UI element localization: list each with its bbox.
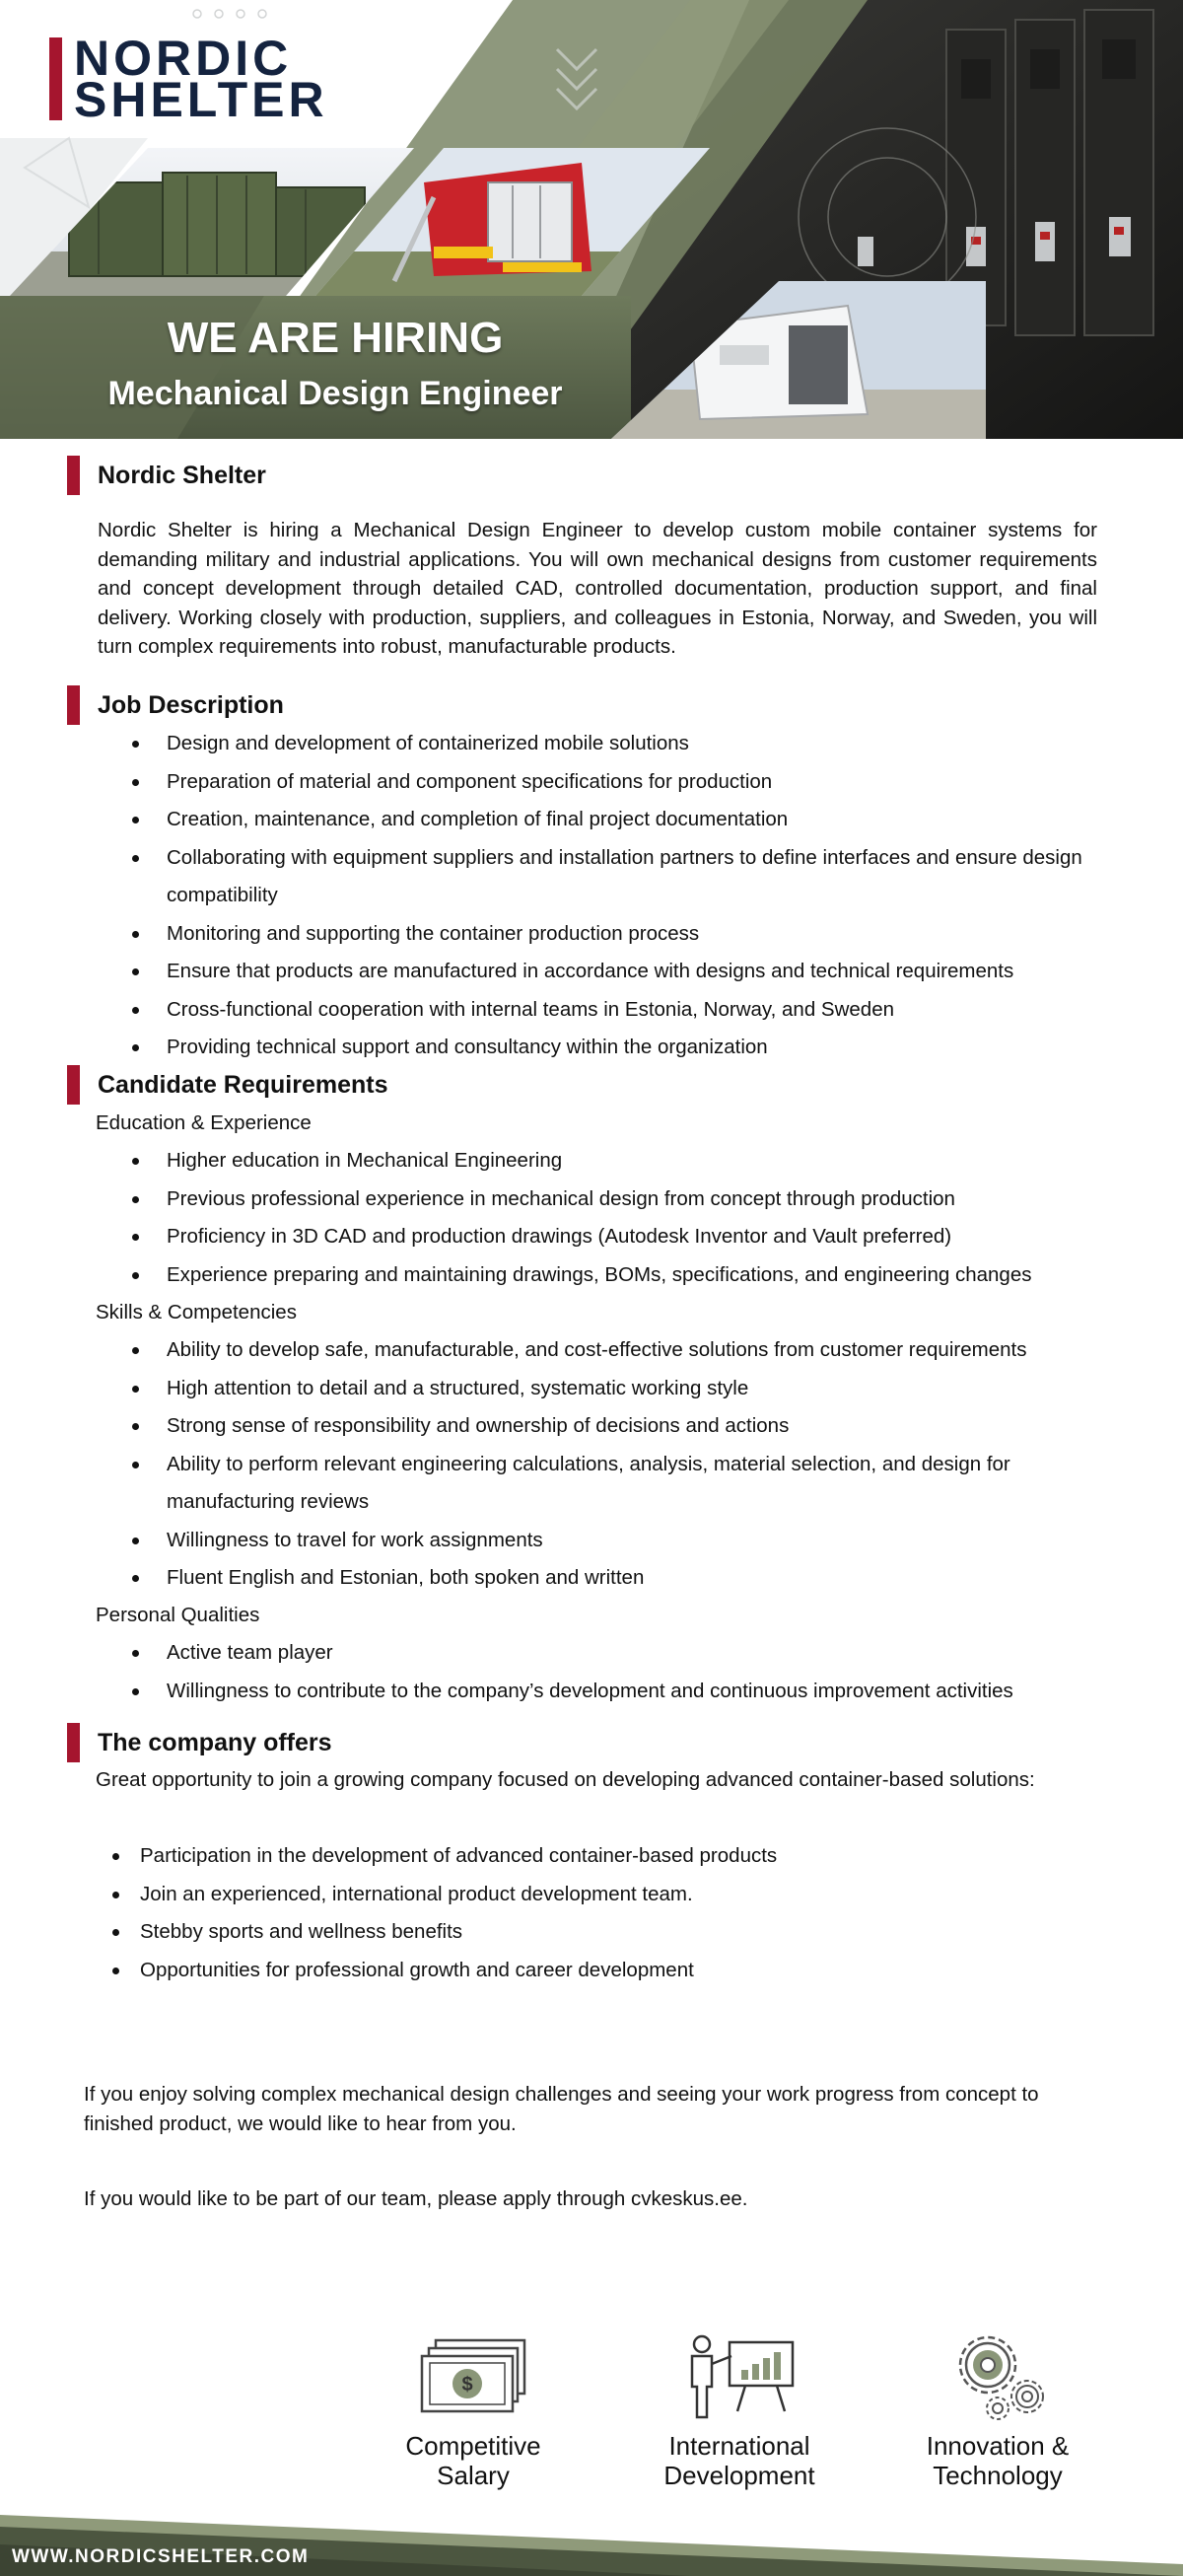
list-item: Preparation of material and component specifications for production — [167, 763, 1113, 802]
list-item: Fluent English and Estonian, both spoken and written — [167, 1559, 1113, 1598]
offers-heading-row — [67, 1723, 332, 1762]
money-icon — [414, 2332, 532, 2421]
offers-heading: The company offers — [98, 1728, 332, 1756]
list-item: Stebby sports and wellness benefits — [140, 1913, 1086, 1952]
list-item: Creation, maintenance, and completion of final project documentation — [167, 801, 1113, 839]
closing-paragraph-2: If you would like to be part of our team, please apply through cvkeskus.ee. — [84, 2187, 748, 2210]
website-link[interactable]: WWW.NORDICSHELTER.COM — [12, 2546, 310, 2567]
list-item: Ability to develop safe, manufacturable, and cost-effective solutions from customer requirements — [167, 1331, 1113, 1370]
intro-paragraph: Nordic Shelter is hiring a Mechanical Design Engineer to develop custom mobile container systems for demanding military and industrial applications. You will own mechanical designs from customer requirements and concept development through detailed CAD, controlled documentation, production support, and final delivery. Working closely with production, suppliers, and colleagues in Estonia, Norway, and Sweden, you will turn complex requirements into robust, manufacturable products. — [98, 519, 1097, 658]
list-item: Strong sense of responsibility and ownership of decisions and actions — [167, 1407, 1113, 1446]
section-accent-bar — [67, 1723, 80, 1762]
benefit-label-line-1: International — [668, 2431, 810, 2461]
logo-wordmark — [74, 31, 328, 127]
benefit-competitive-salary — [360, 2332, 587, 2490]
job-description-list — [167, 725, 1113, 1067]
personal-subheading: Personal Qualities — [96, 1604, 260, 1626]
list-item: Willingness to travel for work assignments — [167, 1522, 1113, 1560]
list-item: Higher education in Mechanical Engineering — [167, 1142, 1113, 1181]
hero-subtitle: Mechanical Design Engineer — [107, 375, 563, 412]
list-item: Join an experienced, international product development team. — [140, 1876, 1086, 1914]
list-item: Design and development of containerized mobile solutions — [167, 725, 1113, 763]
requirements-heading: Candidate Requirements — [98, 1070, 388, 1099]
job-description-heading: Job Description — [98, 690, 284, 719]
gears-icon — [939, 2327, 1057, 2421]
intro-heading-row — [67, 456, 266, 495]
offers-list — [140, 1837, 1086, 1989]
benefit-innovation-technology — [884, 2327, 1111, 2490]
list-item: Previous professional experience in mechanical design from concept through production — [167, 1181, 1113, 1219]
benefit-label — [626, 2431, 853, 2490]
list-item: Active team player — [167, 1634, 1113, 1673]
skills-list — [167, 1331, 1113, 1598]
list-item: Ensure that products are manufactured in accordance with designs and technical requirements — [167, 953, 1113, 991]
section-accent-bar — [67, 685, 80, 725]
benefit-label-line-2: Technology — [933, 2461, 1063, 2490]
requirements-heading-row — [67, 1065, 388, 1105]
logo-accent-bar — [49, 37, 62, 120]
presentation-icon — [680, 2332, 799, 2421]
job-description-heading-row — [67, 685, 284, 725]
benefit-label — [360, 2431, 587, 2490]
list-item: Collaborating with equipment suppliers and installation partners to define interfaces and ensure design compatibility — [167, 839, 1113, 915]
list-item: Willingness to contribute to the company’s development and continuous improvement activities — [167, 1673, 1113, 1711]
hero-banner — [0, 0, 1183, 439]
list-item: Proficiency in 3D CAD and production drawings (Autodesk Inventor and Vault preferred) — [167, 1218, 1113, 1256]
benefit-label-line-2: Salary — [437, 2461, 510, 2490]
list-item: High attention to detail and a structured, systematic working style — [167, 1370, 1113, 1408]
intro-heading: Nordic Shelter — [98, 461, 266, 489]
skills-subheading: Skills & Competencies — [96, 1301, 297, 1324]
list-item: Opportunities for professional growth and career development — [140, 1952, 1086, 1990]
list-item: Experience preparing and maintaining drawings, BOMs, specifications, and engineering changes — [167, 1256, 1113, 1295]
offers-intro: Great opportunity to join a growing company focused on developing advanced container-based solutions: — [96, 1768, 1035, 1791]
list-item: Monitoring and supporting the container production process — [167, 915, 1113, 954]
closing-paragraph-1: If you enjoy solving complex mechanical design challenges and seeing your work progress from concept to finished product, we would like to hear from you. — [84, 2083, 1039, 2135]
personal-list — [167, 1634, 1113, 1710]
hero-title: WE ARE HIRING — [167, 314, 504, 362]
logo-line-1: NORDIC — [74, 31, 293, 86]
benefit-label-line-1: Competitive — [405, 2431, 541, 2461]
list-item: Participation in the development of advanced container-based products — [140, 1837, 1086, 1876]
footer — [0, 2485, 1183, 2576]
logo-line-2: SHELTER — [74, 72, 328, 127]
benefit-label — [884, 2431, 1111, 2490]
benefit-label-line-1: Innovation & — [926, 2431, 1070, 2461]
education-list — [167, 1142, 1113, 1294]
list-item: Providing technical support and consultancy within the organization — [167, 1029, 1113, 1067]
benefit-label-line-2: Development — [663, 2461, 815, 2490]
company-logo — [49, 31, 328, 127]
section-accent-bar — [67, 456, 80, 495]
section-accent-bar — [67, 1065, 80, 1105]
list-item: Ability to perform relevant engineering calculations, analysis, material selection, and design for manufacturing reviews — [167, 1446, 1113, 1522]
benefit-international-development — [626, 2332, 853, 2490]
svg-text:$: $ — [461, 2374, 473, 2396]
education-subheading: Education & Experience — [96, 1111, 312, 1134]
list-item: Cross-functional cooperation with internal teams in Estonia, Norway, and Sweden — [167, 991, 1113, 1030]
